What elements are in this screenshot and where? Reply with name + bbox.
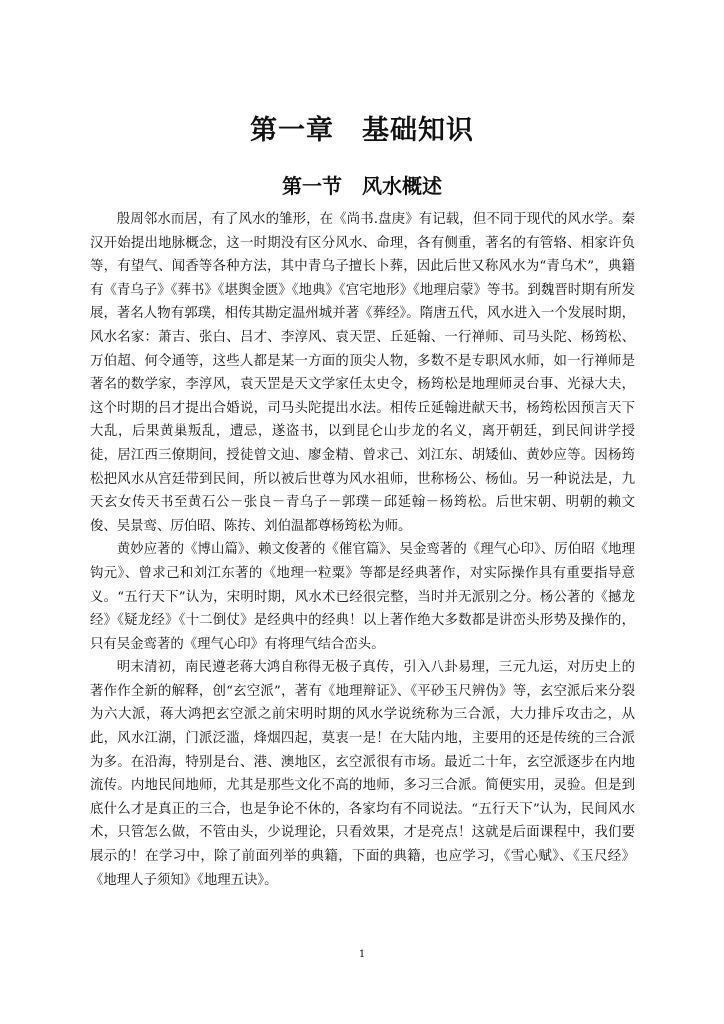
page-number: 1 <box>358 949 366 960</box>
paragraph: 明末清初，南民遵老蒋大鸿自称得无极子真传，引入八卦易理，三元九运，对历史上的著作作全新的解释，创“玄空派”，著有《地理辩证》、《平砂玉尺辨伪》等，玄空派后来分裂为六大派，蒋大鸿把玄空派之前宋明时期的风水学说统称为三合派，大力排斥攻击之，从此，风水江湖，门派泛滥，烽烟四起，莫衷一是！在大陆内地，主要用的还是传统的三合派为多。在沿海，特别是台、港、澳地区，玄空派很有市场。最近二十年，玄空派逐步在内地流传。内地民间地师，尤其是那些文化不高的地师，多习三合派。简便实用，灵验。但是到底什么才是真正的三合，也是争论不休的，各家均有不同说法。“五行天下”认为，民间风水术，只管怎么做，不管由头，少说理论，只看效果，才是亮点！这就是后面课程中，我们要展示的！在学习中，除了前面列举的典籍，下面的典籍，也应学习，《雪心赋》、《玉尺经》《地理人子须知》《地理五诀》。 <box>90 660 635 888</box>
body-text <box>90 208 635 892</box>
paragraph: 黄妙应著的《博山篇》、赖文俊著的《催官篇》、吴金鸾著的《理气心印》、厉伯昭《地理钩元》、曾求己和刘江东著的《地理一粒粟》等都是经典著作，对实际操作具有重要指导意义。“五行天下”认为，宋明时期，风水术已经很完整，当时并无派别之分。杨公著的《撼龙经》《疑龙经》《十二倒仗》是经典中的经典！以上著作绝大多数都是讲峦头形势及操作的，只有吴金鸾著的《理气心印》有将理气结合峦头。 <box>90 542 635 652</box>
section-title: 第一节 风水概述 <box>282 174 442 198</box>
chapter-title: 第一章 基础知识 <box>250 115 474 146</box>
paragraph: 殷周邻水而居，有了风水的雏形，在《尚书.盘庚》有记载，但不同于现代的风水学。秦汉开始提出地脉概念，这一时期没有区分风水、命理，各有侧重，著名的有管辂、相家许负等，有望气、闻香等各种方法，其中青乌子擅长卜葬，因此后世又称风水为“青乌术”，典籍有《青乌子》《葬书》《堪舆金匮》《地典》《宫宅地形》《地理启蒙》等书。到魏晋时期有所发展，著名人物有郭璞，相传其勘定温州城并著《葬经》。隋唐五代，风水进入一个发展时期，风水名家：萧吉、张白、吕才、李淳风、袁天罡、丘延翰、一行禅师、司马头陀、杨筠松、万伯超、何令通等，这些人都是某一方面的顶尖人物，多数不是专职风水师，如一行禅师是著名的数学家，李淳风，袁天罡是天文学家任太史令，杨筠松是地理师灵台事、光禄大夫，这个时期的吕才提出合婚说，司马头陀提出水法。相传丘延翰进献天书，杨筠松因预言天下大乱，后果黄巢叛乱，遭忌，遂盗书，以到昆仑山步龙的名义，离开朝廷，到民间讲学授徒，居江西三僚期间，授徒曾文辿、廖金精、曾求己、刘江东、胡矮仙、黄妙应等。因杨筠松把风水从宫廷带到民间，所以被后世尊为风水祖师，世称杨公、杨仙。另一种说法是，九天玄女传天书至黄石公－张良－青乌子－郭璞－邱延翰－杨筠松。后世宋朝、明朝的赖文俊、吴景鸾、厉伯昭、陈抟、刘伯温都尊杨筠松为师。 <box>90 212 635 534</box>
